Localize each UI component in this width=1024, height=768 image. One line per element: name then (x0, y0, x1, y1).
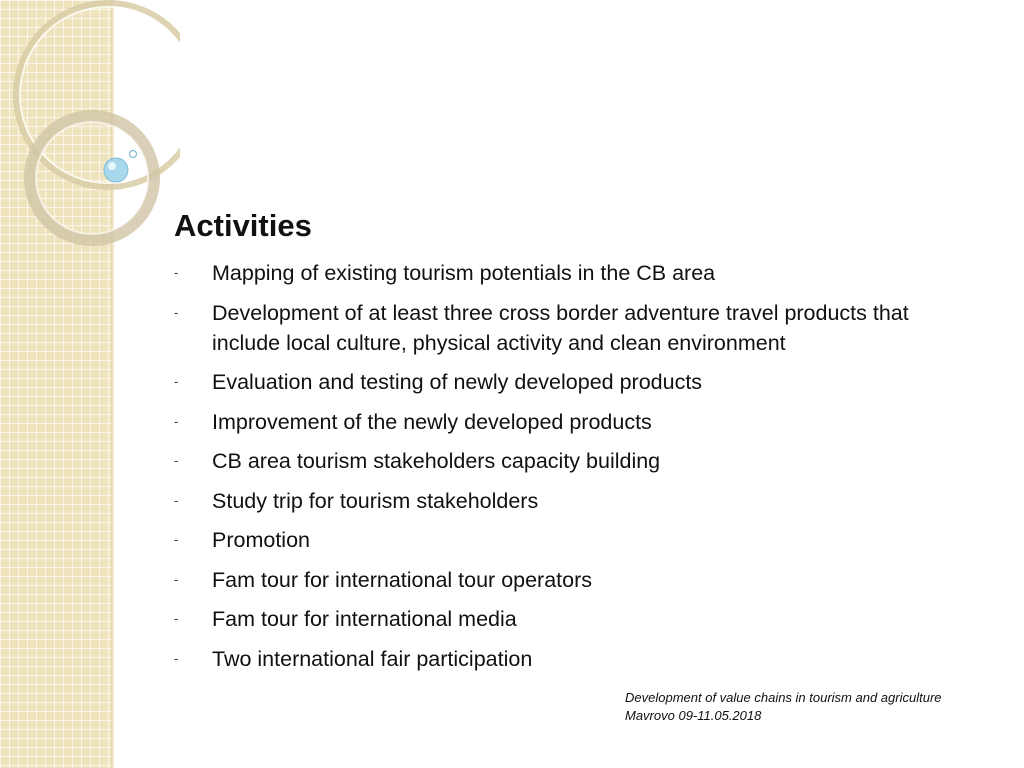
list-item-text: Fam tour for international media (212, 607, 517, 631)
list-item (174, 258, 964, 288)
bullet-dash: - (174, 304, 179, 320)
bullet-dash: - (174, 492, 179, 508)
list-item (174, 367, 964, 397)
list-item-text: Mapping of existing tourism potentials in the CB area (212, 261, 716, 285)
bullet-dash: - (174, 413, 179, 429)
list-item-text: Promotion (212, 528, 310, 552)
list-item (174, 604, 964, 634)
bullet-dash: - (174, 453, 179, 468)
list-item-text: Two international fair participation (212, 646, 533, 671)
small-ring-highlight (36, 122, 148, 234)
list-item (174, 446, 964, 476)
list-item (174, 525, 964, 555)
bullet-dash: - (174, 532, 179, 547)
bullet-dash: - (174, 571, 179, 587)
footer-location-date: Mavrovo 09-11.05.2018 (625, 708, 762, 723)
list-item-text: CB area tourism stakeholders capacity building (212, 449, 661, 473)
list-item (174, 407, 964, 437)
bubble-shine (108, 162, 116, 170)
bullet-dash: - (174, 374, 179, 389)
slide-title: Activities (174, 208, 312, 243)
list-item-text: Improvement of the newly developed products (212, 409, 652, 434)
blue-bubble (104, 158, 128, 182)
list-item (174, 486, 964, 516)
list-item (174, 565, 964, 595)
decorative-rings (0, 0, 180, 260)
list-item (174, 298, 964, 358)
bullet-dash: - (174, 611, 179, 626)
tiny-bubble (130, 151, 137, 158)
list-item (174, 644, 964, 674)
activities-list (174, 258, 964, 683)
list-item-text: Study trip for tourism stakeholders (212, 488, 539, 513)
bullet-dash: - (174, 650, 179, 666)
slide-footer (625, 689, 942, 725)
list-item-text: Fam tour for international tour operators (212, 567, 593, 592)
list-item-text: Evaluation and testing of newly developed products (212, 370, 703, 394)
bullet-dash: - (174, 265, 179, 280)
footer-event-title: Development of value chains in tourism and agriculture (625, 690, 942, 705)
list-item-text: Development of at least three cross border adventure travel products that include local culture, physical activity and clean environment (212, 300, 909, 355)
